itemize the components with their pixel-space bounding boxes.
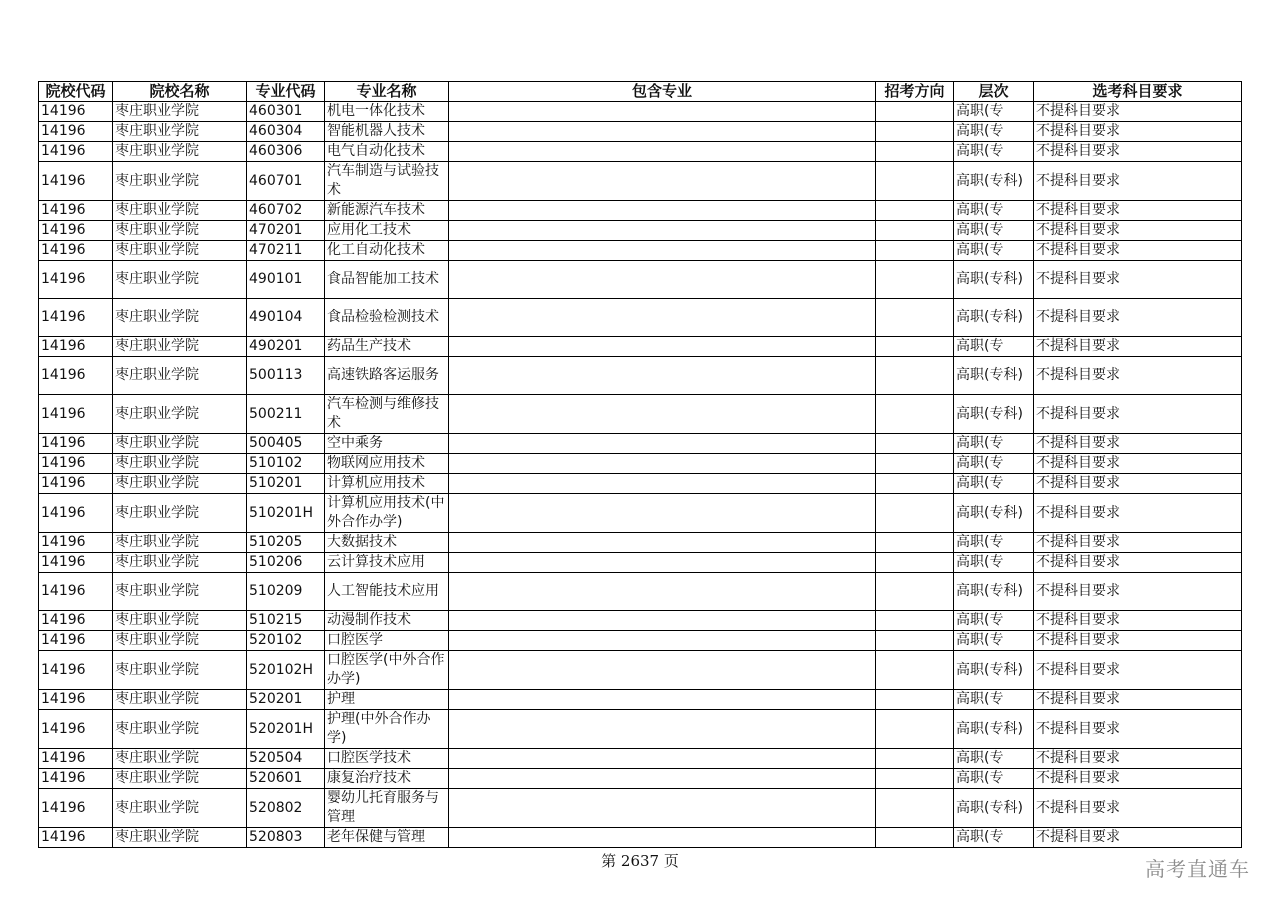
cell-included-majors [449,474,876,494]
header-major-code: 专业代码 [247,82,325,102]
cell-direction [876,573,954,611]
cell-school-code: 14196 [39,474,113,494]
cell-school-name: 枣庄职业学院 [113,201,247,221]
cell-major-name: 婴幼儿托育服务与管理 [325,789,449,828]
cell-major-code: 510215 [247,611,325,631]
cell-major-name: 应用化工技术 [325,221,449,241]
cell-major-code: 460306 [247,142,325,162]
table-row [39,299,1242,337]
cell-school-name: 枣庄职业学院 [113,142,247,162]
table-row [39,357,1242,395]
cell-included-majors [449,142,876,162]
cell-included-majors [449,769,876,789]
table-row [39,122,1242,142]
cell-major-code: 510206 [247,553,325,573]
table-row [39,221,1242,241]
cell-school-name: 枣庄职业学院 [113,611,247,631]
cell-school-code: 14196 [39,102,113,122]
cell-school-name: 枣庄职业学院 [113,395,247,434]
cell-subject-requirement: 不提科目要求 [1034,201,1242,221]
cell-subject-requirement: 不提科目要求 [1034,573,1242,611]
cell-included-majors [449,533,876,553]
cell-major-name: 食品智能加工技术 [325,261,449,299]
cell-school-name: 枣庄职业学院 [113,789,247,828]
cell-level: 高职(专 [954,749,1034,769]
cell-school-code: 14196 [39,357,113,395]
cell-level: 高职(专科) [954,789,1034,828]
cell-subject-requirement: 不提科目要求 [1034,221,1242,241]
cell-major-name: 口腔医学技术 [325,749,449,769]
table-row [39,611,1242,631]
cell-included-majors [449,122,876,142]
cell-major-code: 460701 [247,162,325,201]
cell-included-majors [449,395,876,434]
cell-school-code: 14196 [39,710,113,749]
cell-direction [876,395,954,434]
header-school-code: 院校代码 [39,82,113,102]
cell-included-majors [449,221,876,241]
cell-level: 高职(专科) [954,494,1034,533]
header-included-majors: 包含专业 [449,82,876,102]
cell-school-code: 14196 [39,690,113,710]
cell-major-name: 护理 [325,690,449,710]
cell-major-code: 520102H [247,651,325,690]
header-major-name: 专业名称 [325,82,449,102]
cell-level: 高职(专科) [954,710,1034,749]
cell-direction [876,434,954,454]
cell-subject-requirement: 不提科目要求 [1034,102,1242,122]
cell-level: 高职(专科) [954,299,1034,337]
cell-school-name: 枣庄职业学院 [113,337,247,357]
cell-direction [876,611,954,631]
cell-level: 高职(专 [954,533,1034,553]
cell-subject-requirement: 不提科目要求 [1034,261,1242,299]
table-row [39,241,1242,261]
table-row [39,631,1242,651]
cell-subject-requirement: 不提科目要求 [1034,533,1242,553]
cell-subject-requirement: 不提科目要求 [1034,395,1242,434]
cell-subject-requirement: 不提科目要求 [1034,434,1242,454]
table-row [39,474,1242,494]
cell-subject-requirement: 不提科目要求 [1034,651,1242,690]
table-header-row [39,82,1242,102]
cell-school-code: 14196 [39,142,113,162]
cell-included-majors [449,241,876,261]
cell-school-code: 14196 [39,221,113,241]
cell-direction [876,789,954,828]
cell-major-code: 460301 [247,102,325,122]
cell-included-majors [449,690,876,710]
cell-school-name: 枣庄职业学院 [113,241,247,261]
cell-level: 高职(专科) [954,261,1034,299]
cell-school-name: 枣庄职业学院 [113,690,247,710]
cell-major-code: 460304 [247,122,325,142]
cell-level: 高职(专科) [954,357,1034,395]
cell-direction [876,102,954,122]
cell-school-name: 枣庄职业学院 [113,122,247,142]
cell-school-code: 14196 [39,789,113,828]
cell-major-code: 520601 [247,769,325,789]
table-row [39,769,1242,789]
cell-direction [876,221,954,241]
cell-major-name: 护理(中外合作办学) [325,710,449,749]
watermark: 高考直通车 [1145,857,1250,881]
cell-school-name: 枣庄职业学院 [113,474,247,494]
cell-major-name: 大数据技术 [325,533,449,553]
cell-school-code: 14196 [39,241,113,261]
cell-major-code: 490201 [247,337,325,357]
cell-school-name: 枣庄职业学院 [113,357,247,395]
cell-major-name: 物联网应用技术 [325,454,449,474]
cell-major-code: 510201H [247,494,325,533]
cell-direction [876,828,954,848]
table-row [39,142,1242,162]
cell-major-code: 490104 [247,299,325,337]
table-row [39,337,1242,357]
cell-subject-requirement: 不提科目要求 [1034,553,1242,573]
cell-major-code: 520201 [247,690,325,710]
cell-subject-requirement: 不提科目要求 [1034,474,1242,494]
cell-level: 高职(专 [954,553,1034,573]
cell-included-majors [449,454,876,474]
cell-included-majors [449,201,876,221]
table-row [39,434,1242,454]
cell-school-name: 枣庄职业学院 [113,573,247,611]
header-direction: 招考方向 [876,82,954,102]
cell-direction [876,651,954,690]
table-row [39,494,1242,533]
cell-subject-requirement: 不提科目要求 [1034,690,1242,710]
cell-level: 高职(专 [954,201,1034,221]
cell-level: 高职(专 [954,102,1034,122]
cell-level: 高职(专 [954,769,1034,789]
cell-school-name: 枣庄职业学院 [113,828,247,848]
table-row [39,102,1242,122]
cell-school-name: 枣庄职业学院 [113,651,247,690]
table-row [39,454,1242,474]
cell-school-code: 14196 [39,553,113,573]
cell-school-name: 枣庄职业学院 [113,434,247,454]
cell-subject-requirement: 不提科目要求 [1034,122,1242,142]
cell-school-name: 枣庄职业学院 [113,221,247,241]
cell-major-name: 药品生产技术 [325,337,449,357]
cell-major-code: 500113 [247,357,325,395]
cell-major-code: 470211 [247,241,325,261]
cell-school-name: 枣庄职业学院 [113,454,247,474]
cell-level: 高职(专 [954,611,1034,631]
cell-subject-requirement: 不提科目要求 [1034,611,1242,631]
table-row [39,201,1242,221]
cell-major-name: 智能机器人技术 [325,122,449,142]
cell-major-code: 510201 [247,474,325,494]
table-row [39,553,1242,573]
cell-school-name: 枣庄职业学院 [113,261,247,299]
cell-subject-requirement: 不提科目要求 [1034,749,1242,769]
cell-subject-requirement: 不提科目要求 [1034,241,1242,261]
cell-major-name: 电气自动化技术 [325,142,449,162]
cell-subject-requirement: 不提科目要求 [1034,454,1242,474]
table-row [39,573,1242,611]
table-body [39,102,1242,848]
cell-direction [876,769,954,789]
cell-included-majors [449,494,876,533]
cell-included-majors [449,162,876,201]
cell-included-majors [449,261,876,299]
cell-included-majors [449,749,876,769]
cell-subject-requirement: 不提科目要求 [1034,631,1242,651]
cell-level: 高职(专科) [954,162,1034,201]
cell-major-name: 云计算技术应用 [325,553,449,573]
cell-included-majors [449,710,876,749]
cell-subject-requirement: 不提科目要求 [1034,337,1242,357]
cell-school-code: 14196 [39,494,113,533]
cell-direction [876,533,954,553]
table-row [39,533,1242,553]
table-row [39,789,1242,828]
cell-school-code: 14196 [39,395,113,434]
cell-level: 高职(专 [954,122,1034,142]
cell-major-code: 520201H [247,710,325,749]
cell-included-majors [449,789,876,828]
cell-major-code: 500405 [247,434,325,454]
cell-direction [876,201,954,221]
cell-school-name: 枣庄职业学院 [113,102,247,122]
cell-major-name: 高速铁路客运服务 [325,357,449,395]
cell-major-code: 460702 [247,201,325,221]
cell-direction [876,474,954,494]
cell-included-majors [449,573,876,611]
cell-major-name: 汽车检测与维修技术 [325,395,449,434]
cell-direction [876,553,954,573]
cell-school-code: 14196 [39,828,113,848]
cell-major-name: 食品检验检测技术 [325,299,449,337]
cell-direction [876,261,954,299]
cell-direction [876,299,954,337]
cell-school-code: 14196 [39,631,113,651]
admission-table [38,81,1242,848]
cell-level: 高职(专 [954,221,1034,241]
cell-school-code: 14196 [39,454,113,474]
cell-direction [876,241,954,261]
cell-direction [876,710,954,749]
cell-school-code: 14196 [39,769,113,789]
cell-major-code: 510205 [247,533,325,553]
cell-school-code: 14196 [39,261,113,299]
cell-school-code: 14196 [39,299,113,337]
cell-level: 高职(专 [954,434,1034,454]
page-number: 第 2637 页 [601,852,679,870]
cell-school-code: 14196 [39,201,113,221]
cell-level: 高职(专 [954,241,1034,261]
cell-direction [876,122,954,142]
header-level: 层次 [954,82,1034,102]
cell-subject-requirement: 不提科目要求 [1034,299,1242,337]
cell-major-name: 口腔医学(中外合作办学) [325,651,449,690]
cell-subject-requirement: 不提科目要求 [1034,142,1242,162]
cell-included-majors [449,828,876,848]
cell-level: 高职(专 [954,337,1034,357]
cell-major-name: 空中乘务 [325,434,449,454]
cell-level: 高职(专 [954,454,1034,474]
cell-major-code: 500211 [247,395,325,434]
cell-school-name: 枣庄职业学院 [113,494,247,533]
cell-school-code: 14196 [39,337,113,357]
cell-direction [876,494,954,533]
cell-school-name: 枣庄职业学院 [113,533,247,553]
cell-school-name: 枣庄职业学院 [113,299,247,337]
cell-school-name: 枣庄职业学院 [113,162,247,201]
table-row [39,651,1242,690]
cell-level: 高职(专 [954,142,1034,162]
cell-major-name: 新能源汽车技术 [325,201,449,221]
cell-major-code: 470201 [247,221,325,241]
table-row [39,395,1242,434]
cell-major-code: 510209 [247,573,325,611]
cell-direction [876,690,954,710]
cell-subject-requirement: 不提科目要求 [1034,789,1242,828]
cell-subject-requirement: 不提科目要求 [1034,769,1242,789]
cell-major-code: 490101 [247,261,325,299]
cell-major-code: 510102 [247,454,325,474]
cell-major-name: 机电一体化技术 [325,102,449,122]
cell-major-code: 520504 [247,749,325,769]
cell-school-code: 14196 [39,533,113,553]
cell-included-majors [449,611,876,631]
header-school-name: 院校名称 [113,82,247,102]
cell-level: 高职(专科) [954,395,1034,434]
cell-included-majors [449,553,876,573]
cell-school-code: 14196 [39,162,113,201]
cell-major-name: 口腔医学 [325,631,449,651]
table-row [39,828,1242,848]
cell-major-name: 计算机应用技术(中外合作办学) [325,494,449,533]
cell-major-name: 化工自动化技术 [325,241,449,261]
cell-included-majors [449,434,876,454]
cell-included-majors [449,299,876,337]
cell-major-name: 动漫制作技术 [325,611,449,631]
table-row [39,690,1242,710]
cell-direction [876,357,954,395]
table-row [39,710,1242,749]
table-row [39,749,1242,769]
cell-direction [876,337,954,357]
cell-subject-requirement: 不提科目要求 [1034,828,1242,848]
cell-direction [876,749,954,769]
cell-major-name: 汽车制造与试验技术 [325,162,449,201]
cell-direction [876,142,954,162]
cell-major-name: 老年保健与管理 [325,828,449,848]
cell-level: 高职(专 [954,690,1034,710]
cell-school-code: 14196 [39,573,113,611]
cell-school-code: 14196 [39,651,113,690]
cell-school-code: 14196 [39,122,113,142]
cell-school-name: 枣庄职业学院 [113,769,247,789]
cell-included-majors [449,357,876,395]
cell-included-majors [449,337,876,357]
cell-level: 高职(专 [954,474,1034,494]
cell-school-code: 14196 [39,611,113,631]
cell-major-code: 520102 [247,631,325,651]
cell-included-majors [449,102,876,122]
header-subject-requirement: 选考科目要求 [1034,82,1242,102]
cell-subject-requirement: 不提科目要求 [1034,357,1242,395]
cell-subject-requirement: 不提科目要求 [1034,162,1242,201]
cell-major-code: 520802 [247,789,325,828]
cell-level: 高职(专科) [954,573,1034,611]
cell-direction [876,162,954,201]
cell-major-code: 520803 [247,828,325,848]
cell-direction [876,631,954,651]
cell-school-name: 枣庄职业学院 [113,710,247,749]
cell-subject-requirement: 不提科目要求 [1034,710,1242,749]
cell-level: 高职(专 [954,631,1034,651]
cell-major-name: 计算机应用技术 [325,474,449,494]
cell-level: 高职(专科) [954,651,1034,690]
cell-school-name: 枣庄职业学院 [113,631,247,651]
cell-direction [876,454,954,474]
table-row [39,162,1242,201]
cell-school-code: 14196 [39,434,113,454]
cell-major-name: 人工智能技术应用 [325,573,449,611]
cell-subject-requirement: 不提科目要求 [1034,494,1242,533]
cell-school-name: 枣庄职业学院 [113,749,247,769]
cell-included-majors [449,631,876,651]
cell-major-name: 康复治疗技术 [325,769,449,789]
cell-level: 高职(专 [954,828,1034,848]
table-row [39,261,1242,299]
cell-school-code: 14196 [39,749,113,769]
cell-included-majors [449,651,876,690]
cell-school-name: 枣庄职业学院 [113,553,247,573]
